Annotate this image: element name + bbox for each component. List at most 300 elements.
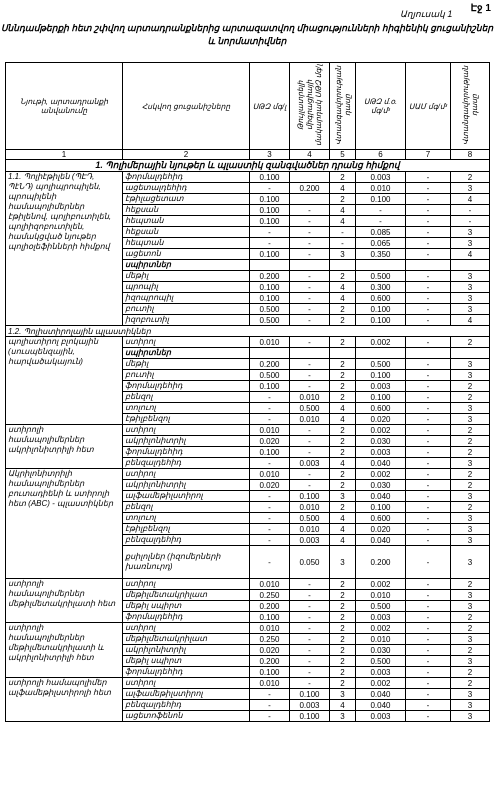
value-cell: 2 <box>451 678 490 689</box>
indicator-cell: ստիրոլ <box>123 425 250 436</box>
value-cell: - <box>250 491 290 502</box>
value-cell: - <box>406 337 451 348</box>
value-cell: 4 <box>330 535 356 546</box>
value-cell: - <box>290 227 330 238</box>
value-cell: 0.500 <box>356 601 406 612</box>
value-cell: - <box>406 304 451 315</box>
value-cell: - <box>406 370 451 381</box>
value-cell: 0.040 <box>356 491 406 502</box>
value-cell: 2 <box>330 612 356 623</box>
value-cell: - <box>290 623 330 634</box>
indicator-cell: ֆորմալդեհիդ <box>123 667 250 678</box>
value-cell: 0.040 <box>356 700 406 711</box>
value-cell: - <box>406 172 451 183</box>
value-cell: - <box>290 667 330 678</box>
value-cell: - <box>406 612 451 623</box>
column-number: 7 <box>406 150 451 160</box>
value-cell: 4 <box>451 315 490 326</box>
value-cell: 0.010 <box>290 414 330 425</box>
value-cell: 4 <box>330 458 356 469</box>
value-cell: 2 <box>330 579 356 590</box>
value-cell: - <box>406 249 451 260</box>
column-number: 4 <box>290 150 330 160</box>
value-cell: 2 <box>451 623 490 634</box>
value-cell: 0.200 <box>250 601 290 612</box>
value-cell: 0.600 <box>356 513 406 524</box>
value-cell: - <box>406 194 451 205</box>
value-cell: 0.002 <box>356 469 406 480</box>
value-cell: - <box>250 524 290 535</box>
value-cell: 0.100 <box>356 392 406 403</box>
value-cell: - <box>406 524 451 535</box>
value-cell: - <box>406 590 451 601</box>
indicator-cell: ալֆամեթիլստիրոլ <box>123 689 250 700</box>
value-cell: 2 <box>451 381 490 392</box>
value-cell: 2 <box>330 601 356 612</box>
value-cell: 3 <box>451 634 490 645</box>
value-cell: 0.020 <box>356 524 406 535</box>
value-cell: - <box>290 612 330 623</box>
value-cell: - <box>406 216 451 227</box>
value-cell: 3 <box>451 491 490 502</box>
value-cell: 0.100 <box>250 282 290 293</box>
value-cell: 0.250 <box>250 634 290 645</box>
value-cell: - <box>250 502 290 513</box>
column-number: 1 <box>6 150 123 160</box>
indicator-cell: ֆորմալդեհիդ <box>123 381 250 392</box>
value-cell: 2 <box>330 172 356 183</box>
indicator-cell: ստիրոլ <box>123 678 250 689</box>
value-cell <box>406 260 451 271</box>
section-row <box>6 160 490 172</box>
value-cell: - <box>290 645 330 656</box>
value-cell: 0.003 <box>356 447 406 458</box>
value-cell: 2 <box>330 502 356 513</box>
indicator-cell: տոլուոլ <box>123 403 250 414</box>
value-cell: 0.003 <box>356 711 406 722</box>
indicator-cell: հեպտան <box>123 238 250 249</box>
indicator-cell: ալֆամեթիլստիրոլ <box>123 491 250 502</box>
value-cell <box>290 348 330 359</box>
value-cell: 0.100 <box>250 612 290 623</box>
value-cell: - <box>290 381 330 392</box>
value-cell: - <box>290 249 330 260</box>
value-cell: - <box>406 238 451 249</box>
value-cell: - <box>290 205 330 216</box>
value-cell: 2 <box>451 436 490 447</box>
value-cell: 0.010 <box>290 524 330 535</box>
value-cell <box>290 194 330 205</box>
indicator-cell: իզոբուտիլ <box>123 315 250 326</box>
value-cell: - <box>406 381 451 392</box>
value-cell: - <box>406 711 451 722</box>
value-cell: 0.010 <box>250 425 290 436</box>
value-cell: - <box>451 205 490 216</box>
value-cell: 0.003 <box>356 612 406 623</box>
value-cell: 0.002 <box>356 678 406 689</box>
indicator-cell: բուտիլ <box>123 370 250 381</box>
substance-name: 1.1. Պոլիէթիլեն (ՊԷԴ, ՊէՆԴ) պոլիպրոպիլեն, պրոպիլենի համապոլիմերներ էթիլենով, պոլիբուտիլեն, պոլիիզոբուտիլեն, համակցված նյութեր պոլիօլեֆինների հիմքով <box>6 172 123 326</box>
value-cell: - <box>290 238 330 249</box>
value-cell: - <box>406 700 451 711</box>
value-cell: 2 <box>451 425 490 436</box>
value-cell: - <box>330 227 356 238</box>
page-number: Էջ 1 <box>470 3 491 14</box>
value-cell: 0.020 <box>250 436 290 447</box>
substance-name: ստիրոլի համապոլիմերներ մեթիլմետակրիլատի և ակրիլոնիտրիլի հետ <box>6 623 123 678</box>
value-cell: - <box>406 447 451 458</box>
value-cell: - <box>406 601 451 612</box>
value-cell <box>330 348 356 359</box>
header-substance: Նյութի, արտադրանքի անվանումը <box>6 63 123 150</box>
indicator-cell: ացետալդեհիդ <box>123 183 250 194</box>
value-cell: - <box>290 590 330 601</box>
value-cell: - <box>290 359 330 370</box>
indicator-cell: բենզոլ <box>123 502 250 513</box>
header-migration: Թույլատրելի միգրացիայի մակարդակ ՍԹԶ մգ/լ <box>296 64 323 146</box>
value-cell: 0.020 <box>250 645 290 656</box>
value-cell: - <box>290 678 330 689</box>
value-cell: - <box>250 535 290 546</box>
document-title: Սննդամթերքի հետ շփվող արտադրանքներից արտազատվող միացությունների հիգիենիկ ցուցանիշներ և նորմատիվներ <box>0 23 494 46</box>
indicator-cell: բենզալդեհիդ <box>123 458 250 469</box>
value-cell: 4 <box>330 513 356 524</box>
value-cell: - <box>406 656 451 667</box>
value-cell: 0.040 <box>356 535 406 546</box>
value-cell: 0.100 <box>356 370 406 381</box>
indicator-cell: մեթիլ սպիրտ <box>123 656 250 667</box>
table-row <box>6 469 490 480</box>
table-row <box>6 425 490 436</box>
value-cell: 0.100 <box>250 667 290 678</box>
value-cell: 3 <box>451 689 490 700</box>
value-cell: 0.100 <box>250 293 290 304</box>
value-cell: - <box>406 513 451 524</box>
value-cell: 2 <box>330 634 356 645</box>
value-cell: 4 <box>330 216 356 227</box>
value-cell: 0.003 <box>356 381 406 392</box>
value-cell: - <box>406 469 451 480</box>
value-cell: 2 <box>451 392 490 403</box>
value-cell: 3 <box>451 227 490 238</box>
value-cell: 0.500 <box>250 315 290 326</box>
value-cell: 2 <box>451 172 490 183</box>
value-cell: 3 <box>451 183 490 194</box>
value-cell: 0.100 <box>356 304 406 315</box>
value-cell: - <box>250 546 290 579</box>
value-cell: 0.010 <box>356 590 406 601</box>
value-cell: - <box>406 645 451 656</box>
value-cell: - <box>406 315 451 326</box>
value-cell: 2 <box>451 667 490 678</box>
value-cell: - <box>406 458 451 469</box>
value-cell: - <box>290 315 330 326</box>
value-cell: 0.030 <box>356 436 406 447</box>
value-cell: - <box>406 678 451 689</box>
value-cell: 2 <box>330 469 356 480</box>
value-cell: 4 <box>330 524 356 535</box>
value-cell: 2 <box>330 315 356 326</box>
value-cell: - <box>406 392 451 403</box>
value-cell: 4 <box>330 183 356 194</box>
value-cell <box>451 348 490 359</box>
value-cell: 0.100 <box>356 315 406 326</box>
value-cell: 0.350 <box>356 249 406 260</box>
value-cell: - <box>406 293 451 304</box>
value-cell: 0.200 <box>250 656 290 667</box>
subsection-title: 1.2. Պոլիստիրոլային պլաստիկներ <box>6 326 490 337</box>
value-cell: - <box>406 403 451 414</box>
indicator-cell: մեթիլ <box>123 271 250 282</box>
value-cell: 0.020 <box>250 480 290 491</box>
value-cell: 3 <box>451 271 490 282</box>
value-cell: 3 <box>451 293 490 304</box>
value-cell: - <box>250 392 290 403</box>
value-cell: 2 <box>330 667 356 678</box>
indicator-cell: ֆորմալդեհիդ <box>123 172 250 183</box>
value-cell: 0.600 <box>356 403 406 414</box>
value-cell: 0.500 <box>290 513 330 524</box>
value-cell: - <box>406 414 451 425</box>
value-cell: 0.500 <box>250 370 290 381</box>
indicator-cell: էթիլացետատ <box>123 194 250 205</box>
value-cell: 0.050 <box>290 546 330 579</box>
value-cell: 3 <box>451 535 490 546</box>
indicator-cell: բենզալդեհիդ <box>123 535 250 546</box>
value-cell: - <box>290 634 330 645</box>
value-cell: - <box>250 711 290 722</box>
table-row <box>6 337 490 348</box>
value-cell: 4 <box>330 700 356 711</box>
value-cell: - <box>330 238 356 249</box>
value-cell: 0.100 <box>290 689 330 700</box>
value-cell: 2 <box>330 271 356 282</box>
indicator-cell: իզոպրոպիլ <box>123 293 250 304</box>
indicator-cell: սպիրտներ <box>123 348 250 359</box>
value-cell: - <box>250 689 290 700</box>
value-cell: - <box>290 579 330 590</box>
header-sam: ՍԱՄ մգ/մ³ <box>406 63 451 150</box>
value-cell: 3 <box>451 513 490 524</box>
value-cell: 0.100 <box>356 194 406 205</box>
indicator-cell: ացետոֆենոն <box>123 711 250 722</box>
value-cell: 3 <box>330 711 356 722</box>
value-cell: 4 <box>330 414 356 425</box>
value-cell: 3 <box>451 370 490 381</box>
value-cell: 4 <box>330 293 356 304</box>
value-cell: 2 <box>451 337 490 348</box>
value-cell: - <box>250 403 290 414</box>
value-cell: 0.100 <box>290 711 330 722</box>
value-cell: 2 <box>330 436 356 447</box>
value-cell: - <box>290 656 330 667</box>
value-cell: - <box>290 601 330 612</box>
value-cell: - <box>406 579 451 590</box>
value-cell: 3 <box>451 590 490 601</box>
value-cell: 0.100 <box>250 381 290 392</box>
value-cell <box>290 260 330 271</box>
value-cell: 0.002 <box>356 425 406 436</box>
value-cell: 0.010 <box>250 678 290 689</box>
header-mac-air: ՍԹԶ մ.օ. մգ/մ³ <box>356 63 406 150</box>
value-cell: 0.500 <box>356 656 406 667</box>
value-cell: 3 <box>451 700 490 711</box>
value-cell: 2 <box>330 337 356 348</box>
value-cell: - <box>406 425 451 436</box>
value-cell <box>356 260 406 271</box>
substance-name: Ակրիլոնիտրիլի համապոլիմերներ բուտադիենի և ստիրոլի հետ (ABC) - պլաստիկներ <box>6 469 123 579</box>
value-cell: - <box>290 271 330 282</box>
indicator-cell: ֆորմալդեհիդ <box>123 612 250 623</box>
indicator-cell: ստիրոլ <box>123 469 250 480</box>
indicator-cell: պրոպիլ <box>123 282 250 293</box>
hygiene-table <box>5 62 490 722</box>
subsection-row <box>6 326 490 337</box>
value-cell <box>356 348 406 359</box>
value-cell: - <box>406 491 451 502</box>
substance-name: ստիրոլի համապոլիմեր ալֆամեթիլստիրոլի հետ <box>6 678 123 722</box>
value-cell: - <box>250 238 290 249</box>
value-cell: 0.200 <box>356 546 406 579</box>
value-cell: 0.010 <box>356 634 406 645</box>
column-number: 5 <box>330 150 356 160</box>
value-cell: 3 <box>451 282 490 293</box>
value-cell: - <box>250 513 290 524</box>
indicator-cell: մեթիլ սպիրտ <box>123 601 250 612</box>
value-cell: - <box>406 227 451 238</box>
indicator-cell: էթիլբենզոլ <box>123 524 250 535</box>
value-cell: - <box>406 634 451 645</box>
value-cell: - <box>406 667 451 678</box>
header-indicators: Հսկվող ցուցանիշները <box>123 63 250 150</box>
value-cell: - <box>406 535 451 546</box>
value-cell: 2 <box>451 579 490 590</box>
value-cell: 2 <box>451 480 490 491</box>
value-cell: 3 <box>451 414 490 425</box>
substance-name: ստիրոլի համապոլիմերներ ակրիլոնիտրիլի հետ <box>6 425 123 469</box>
section-title: 1. Պոլիմերային նյութեր և պլաստիկ զանգվածներ դրանց հիմքով <box>6 160 490 172</box>
table-row <box>6 579 490 590</box>
value-cell: 0.100 <box>250 172 290 183</box>
indicator-cell: մեթիլմետակրիլատ <box>123 590 250 601</box>
value-cell: 0.003 <box>356 172 406 183</box>
value-cell: - <box>406 271 451 282</box>
value-cell: - <box>290 480 330 491</box>
value-cell: 2 <box>330 370 356 381</box>
value-cell: 0.200 <box>290 183 330 194</box>
value-cell: 0.040 <box>356 689 406 700</box>
value-cell: - <box>290 447 330 458</box>
value-cell: 0.010 <box>356 183 406 194</box>
value-cell: 2 <box>330 645 356 656</box>
value-cell: 0.030 <box>356 645 406 656</box>
column-number: 3 <box>250 150 290 160</box>
column-number: 8 <box>451 150 490 160</box>
value-cell: 0.010 <box>250 469 290 480</box>
value-cell <box>451 260 490 271</box>
value-cell: - <box>290 370 330 381</box>
indicator-cell: ստիրոլ <box>123 337 250 348</box>
header-row <box>6 63 490 150</box>
value-cell: 2 <box>330 623 356 634</box>
value-cell: 2 <box>451 447 490 458</box>
value-cell: - <box>406 546 451 579</box>
value-cell: 2 <box>451 502 490 513</box>
value-cell: 0.003 <box>290 458 330 469</box>
value-cell: 0.003 <box>356 667 406 678</box>
value-cell: 0.010 <box>250 337 290 348</box>
value-cell: 3 <box>451 359 490 370</box>
value-cell <box>250 260 290 271</box>
value-cell: - <box>290 282 330 293</box>
value-cell: 0.010 <box>290 392 330 403</box>
value-cell: 3 <box>451 546 490 579</box>
value-cell <box>290 172 330 183</box>
value-cell: 0.200 <box>250 271 290 282</box>
indicator-cell: ացետոն <box>123 249 250 260</box>
value-cell: 2 <box>330 381 356 392</box>
value-cell: 3 <box>451 238 490 249</box>
value-cell: 0.040 <box>356 458 406 469</box>
header-hazard-class-2: Վտանգավորության դասը <box>461 65 479 145</box>
header-mac-water: ՍԹԶ մգ/լ <box>250 63 290 150</box>
indicator-cell: բուտիլ <box>123 304 250 315</box>
value-cell: 0.002 <box>356 623 406 634</box>
table-row <box>6 172 490 183</box>
value-cell: 0.500 <box>250 304 290 315</box>
table-label: Աղյուսակ 1 <box>400 9 453 19</box>
value-cell: - <box>406 689 451 700</box>
value-cell: - <box>290 216 330 227</box>
indicator-cell: ակրիլոնիտրիլ <box>123 480 250 491</box>
value-cell: 2 <box>330 678 356 689</box>
value-cell: 2 <box>330 480 356 491</box>
indicator-cell: հեքսան <box>123 205 250 216</box>
value-cell: - <box>406 436 451 447</box>
value-cell: - <box>356 216 406 227</box>
value-cell: 0.100 <box>250 249 290 260</box>
indicator-cell: հեպտան <box>123 216 250 227</box>
value-cell: - <box>406 205 451 216</box>
value-cell: 4 <box>451 249 490 260</box>
indicator-cell: տոլուոլ <box>123 513 250 524</box>
value-cell: 0.100 <box>250 205 290 216</box>
value-cell: - <box>356 205 406 216</box>
column-number: 6 <box>356 150 406 160</box>
value-cell: 0.003 <box>290 700 330 711</box>
value-cell: - <box>290 304 330 315</box>
indicator-cell: ֆորմալդեհիդ <box>123 447 250 458</box>
value-cell: 0.100 <box>250 216 290 227</box>
value-cell: 4 <box>330 205 356 216</box>
column-number-row <box>6 150 490 160</box>
value-cell: 2 <box>330 304 356 315</box>
indicator-cell: էթիլբենզոլ <box>123 414 250 425</box>
indicator-cell: ակրիլոնիտրիլ <box>123 436 250 447</box>
value-cell: - <box>290 469 330 480</box>
value-cell <box>250 348 290 359</box>
value-cell: 2 <box>451 469 490 480</box>
indicator-cell: ակրիլոնիտրիլ <box>123 645 250 656</box>
value-cell: 2 <box>451 612 490 623</box>
value-cell: - <box>250 700 290 711</box>
value-cell: 3 <box>451 458 490 469</box>
value-cell: - <box>406 359 451 370</box>
value-cell: 0.010 <box>250 579 290 590</box>
value-cell: - <box>290 425 330 436</box>
value-cell: 2 <box>330 359 356 370</box>
value-cell: 3 <box>330 249 356 260</box>
